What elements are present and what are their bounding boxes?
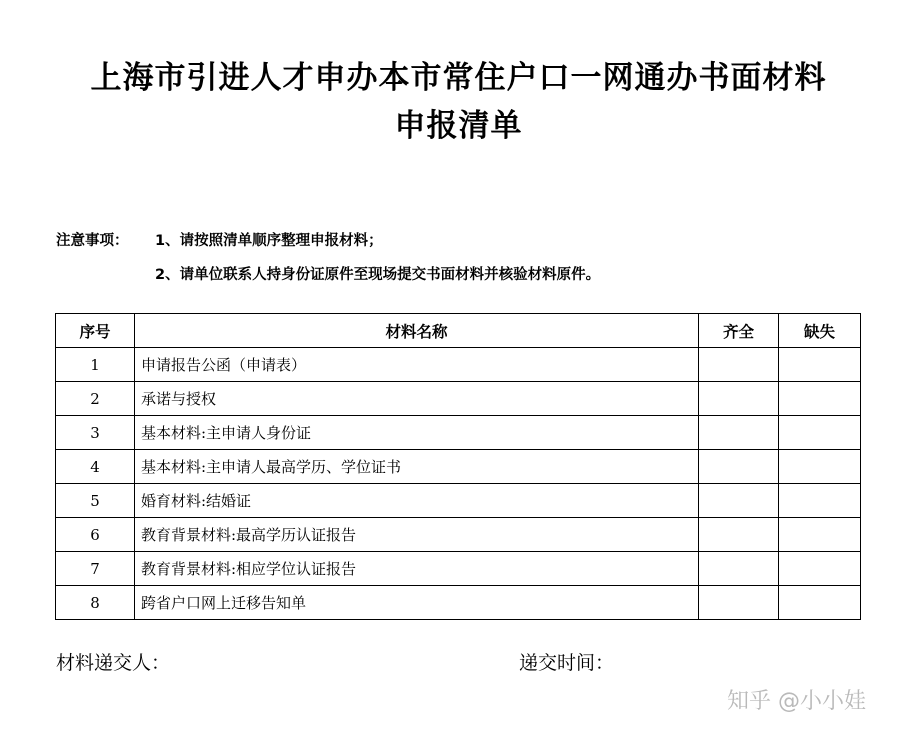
table-row [56, 518, 861, 552]
material-name-cell: 基本材料:主申请人最高学历、学位证书 [135, 450, 699, 484]
complete-check-cell [699, 552, 779, 586]
complete-check-cell [699, 586, 779, 620]
complete-check-cell [699, 484, 779, 518]
note-item-2: 2、请单位联系人持身份证原件至现场提交书面材料并核验材料原件。 [155, 267, 601, 283]
row-number-cell: 6 [56, 518, 135, 552]
table-body [56, 348, 861, 620]
header-no: 序号 [56, 314, 135, 348]
complete-check-cell [699, 416, 779, 450]
material-name-cell: 跨省户口网上迁移告知单 [135, 586, 699, 620]
document-title-line2: 申报清单 [394, 108, 523, 144]
complete-check-cell [699, 518, 779, 552]
table-row [56, 484, 861, 518]
complete-check-cell [699, 382, 779, 416]
document-title-line1: 上海市引进人才申办本市常住户口一网通办书面材料 [90, 60, 827, 96]
missing-check-cell [779, 518, 861, 552]
complete-check-cell [699, 348, 779, 382]
missing-check-cell [779, 586, 861, 620]
table-header-row [56, 314, 861, 348]
missing-check-cell [779, 348, 861, 382]
header-complete: 齐全 [699, 314, 779, 348]
table-row [56, 450, 861, 484]
missing-check-cell [779, 484, 861, 518]
materials-checklist-table [55, 313, 861, 620]
missing-check-cell [779, 416, 861, 450]
table-row [56, 552, 861, 586]
complete-check-cell [699, 450, 779, 484]
row-number-cell: 2 [56, 382, 135, 416]
material-name-cell: 基本材料:主申请人身份证 [135, 416, 699, 450]
missing-check-cell [779, 382, 861, 416]
note-item-1: 1、请按照清单顺序整理申报材料； [155, 233, 383, 249]
table-row [56, 416, 861, 450]
header-material-name: 材料名称 [135, 314, 699, 348]
zhihu-watermark: 知乎 @小小娃 [727, 689, 866, 714]
table-row [56, 586, 861, 620]
material-name-cell: 承诺与授权 [135, 382, 699, 416]
material-name-cell: 申请报告公函（申请表） [135, 348, 699, 382]
notes-label: 注意事项： [56, 233, 129, 249]
missing-check-cell [779, 552, 861, 586]
row-number-cell: 3 [56, 416, 135, 450]
missing-check-cell [779, 450, 861, 484]
submission-time-label: 递交时间： [519, 652, 615, 674]
row-number-cell: 4 [56, 450, 135, 484]
row-number-cell: 8 [56, 586, 135, 620]
row-number-cell: 5 [56, 484, 135, 518]
material-name-cell: 教育背景材料:相应学位认证报告 [135, 552, 699, 586]
material-name-cell: 教育背景材料:最高学历认证报告 [135, 518, 699, 552]
table-row [56, 382, 861, 416]
submitter-label: 材料递交人： [56, 652, 171, 674]
row-number-cell: 7 [56, 552, 135, 586]
material-name-cell: 婚育材料:结婚证 [135, 484, 699, 518]
row-number-cell: 1 [56, 348, 135, 382]
table-row [56, 348, 861, 382]
header-missing: 缺失 [779, 314, 861, 348]
